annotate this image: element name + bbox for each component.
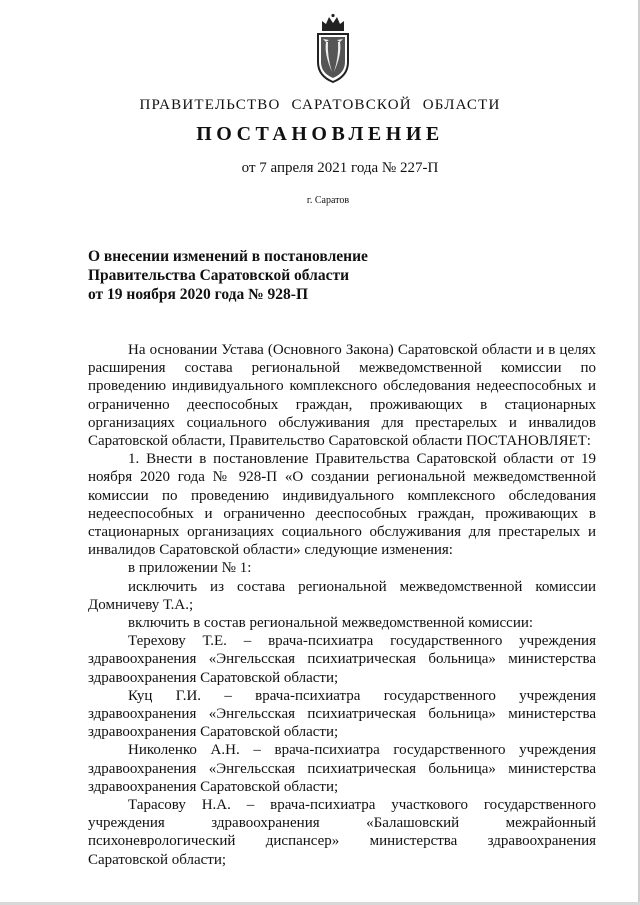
subject-line: от 19 ноября 2020 года № 928-П <box>88 286 309 303</box>
document-subject <box>88 247 508 304</box>
member-paragraph: Куц Г.И. – врача-психиатра государственного учреждения здравоохранения «Энгельсская психиатрическая больница» министерства здравоохранения Саратовской области; <box>88 687 596 741</box>
preamble-paragraph: На основании Устава (Основного Закона) Саратовской области и в целях расширения состава региональной межведомственной комиссии по проведению индивидуального комплексного обследования недееспособных и ограниченно дееспособных граждан, проживающих в стационарных организациях социального обслуживания для престарелых и инвалидов Саратовской области, Правительство Саратовской области ПОСТАНОВЛЯЕТ: <box>88 342 596 450</box>
subject-line: О внесении изменений в постановление <box>88 248 368 265</box>
clause-1-paragraph: 1. Внести в постановление Правительства Саратовской области от 19 ноября 2020 года № 928-П «О создании региональной межведомственной комиссии по проведению индивидуального комплексного обследования недееспособных и ограниченно дееспособных граждан, проживающих в стационарных организациях социального обслуживания для престарелых и инвалидов Саратовской области» следующие изменения: <box>88 451 596 559</box>
include-paragraph: включить в состав региональной межведомственной комиссии: <box>128 615 534 632</box>
subject-line: Правительства Саратовской области <box>88 267 349 284</box>
member-paragraph: Николенко А.Н. – врача-психиатра государственного учреждения здравоохранения «Энгельсская психиатрическая больница» министерства здравоохранения Саратовской области; <box>88 742 596 795</box>
coat-of-arms-icon <box>314 12 352 84</box>
member-paragraph: Терехову Т.Е. – врача-психиатра государственного учреждения здравоохранения «Энгельсская психиатрическая больница» министерства здравоохранения Саратовской области; <box>88 633 596 686</box>
annex-paragraph: в приложении № 1: <box>128 560 252 577</box>
document-type: ПОСТАНОВЛЕНИЕ <box>196 123 444 145</box>
member-paragraph: Тарасову Н.А. – врача-психиатра участкового государственного учреждения здравоохранения «Балашовский межрайонный психоневрологический диспансер» министерства здравоохранения Саратовской области; <box>88 797 596 868</box>
organization-name: ПРАВИТЕЛЬСТВО САРАТОВСКОЙ ОБЛАСТИ <box>139 97 501 113</box>
document-body <box>88 341 596 869</box>
exclude-paragraph: исключить из состава региональной межведомственной комиссии Домничеву Т.А.; <box>88 578 596 613</box>
document-date-number: от 7 апреля 2021 года № 227-П <box>241 160 439 176</box>
document-city: г. Саратов <box>306 195 350 206</box>
